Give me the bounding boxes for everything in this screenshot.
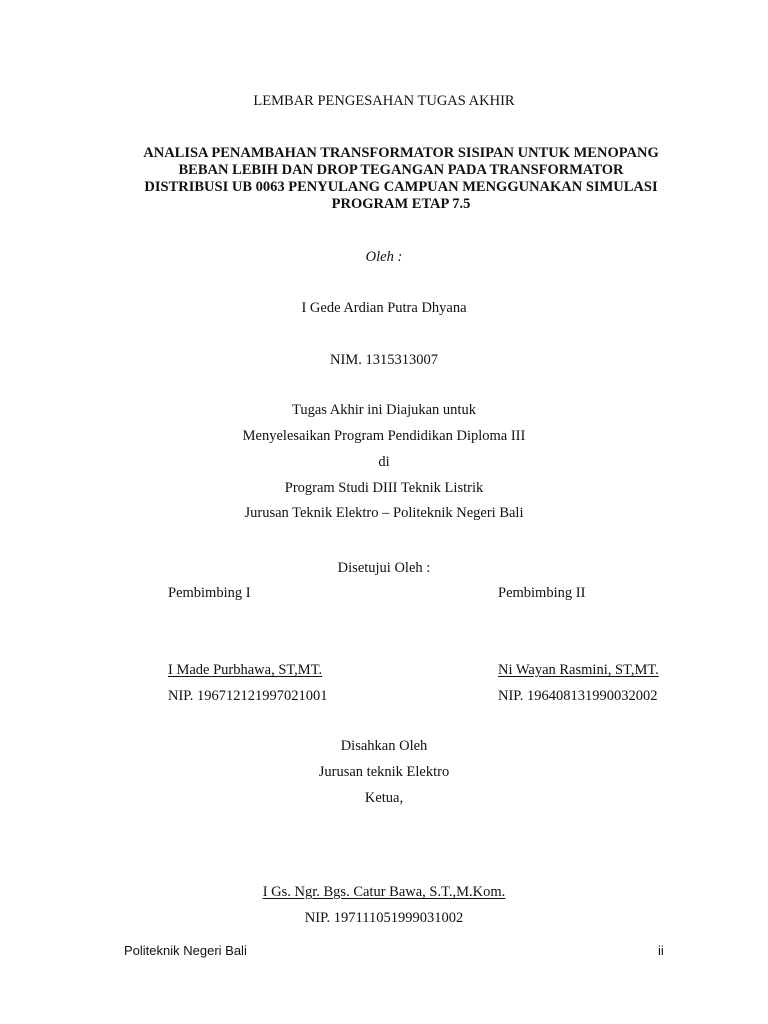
supervisor-1-role: Pembimbing I [168,585,251,601]
ratified-line: Ketua, [364,790,404,806]
purpose-line: Jurusan Teknik Elektro – Politeknik Negeri Bali [244,505,524,521]
footer-page-number: ii [658,943,664,958]
ratified-line: Jurusan teknik Elektro [318,764,450,780]
approved-by-label: Disetujui Oleh : [337,560,431,576]
head-name-text: I Gs. Ngr. Bgs. Catur Bawa, S.T.,M.Kom. [262,884,506,900]
title-line: ANALISA PENAMBAHAN TRANSFORMATOR SISIPAN UNTUK MENOPANG [143,145,659,161]
supervisor-1-nip: NIP. 196712121997021001 [168,688,328,704]
purpose-line: di [378,454,390,470]
purpose-line: Menyelesaikan Program Pendidikan Diploma III [242,428,526,444]
title-line: PROGRAM ETAP 7.5 [331,196,471,212]
by-label: Oleh : [365,249,403,265]
author-name: I Gede Ardian Putra Dhyana [301,300,467,316]
supervisor-2-role: Pembimbing II [498,585,586,601]
purpose-line: Program Studi DIII Teknik Listrik [284,480,484,496]
ratified-line: Disahkan Oleh [340,738,428,754]
supervisor-1-name: I Made Purbhawa, ST,MT. [168,662,323,678]
head-name [0,883,768,901]
purpose-line: Tugas Akhir ini Diajukan untuk [292,402,476,418]
supervisor-2-name: Ni Wayan Rasmini, ST,MT. [498,662,659,678]
title-line: BEBAN LEBIH DAN DROP TEGANGAN PADA TRANSFORMATOR [178,162,624,178]
title-line: DISTRIBUSI UB 0063 PENYULANG CAMPUAN MENGGUNAKAN SIMULASI [144,179,658,195]
thesis-title [100,145,702,213]
page-heading: LEMBAR PENGESAHAN TUGAS AKHIR [253,93,515,109]
head-nip: NIP. 197111051999031002 [304,910,464,926]
supervisor-2-nip: NIP. 196408131990032002 [498,688,658,704]
footer-institution: Politeknik Negeri Bali [124,943,247,958]
author-nim: NIM. 1315313007 [330,352,438,368]
